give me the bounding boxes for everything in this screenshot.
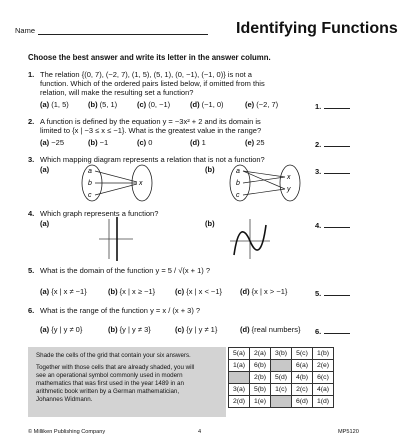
option: (a) {y | y ≠ 0} bbox=[40, 325, 83, 334]
grid-cell[interactable]: 2(c) bbox=[292, 384, 313, 396]
grid-cell[interactable]: 2(d) bbox=[229, 396, 250, 408]
footer-code: MP5120 bbox=[338, 429, 359, 435]
label-c: c bbox=[236, 192, 240, 199]
grid-cell[interactable]: 5(a) bbox=[229, 348, 250, 360]
question-text: A function is defined by the equation y = −3x² + 2 and its domain is bbox=[40, 117, 261, 126]
grid-cell[interactable]: 1(a) bbox=[229, 360, 250, 372]
footer-page-number: 4 bbox=[198, 429, 202, 435]
grid-cell[interactable]: 4(a) bbox=[313, 384, 334, 396]
label-c: c bbox=[88, 192, 92, 199]
shade-instructions-box bbox=[28, 347, 226, 417]
question-number: 4. bbox=[28, 209, 35, 218]
option: (e) 25 bbox=[245, 138, 265, 147]
label-b: b bbox=[88, 180, 92, 187]
option: (c) 0 bbox=[137, 138, 153, 147]
grid-cell[interactable]: 1(e) bbox=[250, 396, 271, 408]
answer-blank[interactable]: 1. bbox=[315, 100, 350, 112]
label-b: b bbox=[236, 180, 240, 187]
answer-blank[interactable]: 5. bbox=[315, 287, 350, 299]
question-text: function. Which of the ordered pairs listed below, if omitted from this bbox=[40, 79, 265, 88]
grid-cell[interactable]: 4(b) bbox=[292, 372, 313, 384]
option: (b) {x | x ≥ −1} bbox=[108, 287, 156, 296]
grid-cell[interactable]: 6(c) bbox=[313, 372, 334, 384]
instructions: Choose the best answer and write its letter in the answer column. bbox=[28, 53, 271, 62]
option-label: (a) bbox=[40, 219, 50, 228]
option: (c) {y | y ≠ 1} bbox=[175, 325, 218, 334]
label-x: x bbox=[139, 180, 143, 187]
label-x: x bbox=[287, 174, 291, 181]
option: (d) {x | x > −1} bbox=[240, 287, 288, 296]
graph-b bbox=[228, 217, 272, 261]
option: (d) (−1, 0) bbox=[190, 100, 224, 109]
grid-cell[interactable]: 2(a) bbox=[250, 348, 271, 360]
option: (a) {x | x ≠ −1} bbox=[40, 287, 87, 296]
grid-cell[interactable]: 5(d) bbox=[271, 372, 292, 384]
question-number: 3. bbox=[28, 155, 35, 164]
grid-cell[interactable]: 5(b) bbox=[250, 384, 271, 396]
option: (c) (0, −1) bbox=[137, 100, 171, 109]
name-field[interactable] bbox=[38, 34, 208, 35]
question-text: What is the range of the function y = x / (x + 3) ? bbox=[40, 306, 201, 315]
label-a: a bbox=[88, 168, 92, 175]
grid-cell[interactable]: 6(a) bbox=[292, 360, 313, 372]
option: (b) −1 bbox=[88, 138, 109, 147]
grid-cell[interactable]: 3(a) bbox=[229, 384, 250, 396]
label-a: a bbox=[236, 168, 240, 175]
question-number: 6. bbox=[28, 306, 35, 315]
grid-cell[interactable]: 1(b) bbox=[313, 348, 334, 360]
graph-a bbox=[95, 217, 135, 261]
name-label: Name bbox=[15, 26, 36, 35]
option: (b) (5, 1) bbox=[88, 100, 118, 109]
option: (b) {y | y ≠ 3} bbox=[108, 325, 151, 334]
grid-cell[interactable]: 6(d) bbox=[292, 396, 313, 408]
shade-text: see an operational symbol commonly used in modern bbox=[36, 372, 183, 379]
shade-text: Shade the cells of the grid that contain your six answers. bbox=[36, 352, 191, 359]
shade-text: mathematics that was first used in the year 1489 in an bbox=[36, 380, 184, 387]
option: (c) {x | x < −1} bbox=[175, 287, 222, 296]
grid-cell[interactable]: 3(b) bbox=[271, 348, 292, 360]
label-y: y bbox=[287, 186, 291, 193]
option: (a) −25 bbox=[40, 138, 64, 147]
page-title: Identifying Functions bbox=[236, 20, 398, 37]
grid-cell[interactable]: 2(b) bbox=[250, 372, 271, 384]
shade-text: arithmetic book written by a German mathematician, bbox=[36, 388, 180, 395]
mapping-diagram-a bbox=[80, 163, 160, 203]
question-text: limited to {x | −3 ≤ x ≤ −1}. What is the greatest value in the range? bbox=[40, 126, 262, 135]
mapping-diagram-b bbox=[228, 163, 308, 203]
question-text: The relation {(0, 7), (−2, 7), (1, 5), (5, 1), (0, −1), (−1, 0)} is not a bbox=[40, 70, 252, 79]
footer-copyright: © Milliken Publishing Company bbox=[28, 429, 106, 435]
shade-text: Together with those cells that are already shaded, you will bbox=[36, 364, 195, 371]
answer-blank[interactable]: 3. bbox=[315, 165, 350, 177]
question-number: 2. bbox=[28, 117, 35, 126]
grid-cell[interactable]: 5(c) bbox=[292, 348, 313, 360]
answer-blank[interactable]: 2. bbox=[315, 138, 350, 150]
answer-blank[interactable]: 4. bbox=[315, 219, 350, 231]
grid-cell[interactable]: 2(e) bbox=[313, 360, 334, 372]
question-text: relation, will make the resulting set a function? bbox=[40, 88, 194, 97]
question-text: Which graph represents a function? bbox=[40, 209, 159, 218]
grid-cell[interactable]: 1(d) bbox=[313, 396, 334, 408]
question-number: 1. bbox=[28, 70, 35, 79]
option-label: (b) bbox=[205, 165, 215, 174]
grid-cell[interactable]: 1(c) bbox=[271, 384, 292, 396]
option: (d) 1 bbox=[190, 138, 206, 147]
question-text: What is the domain of the function y = 5 / √(x + 1) ? bbox=[40, 266, 211, 275]
grid-cell-shaded bbox=[271, 396, 292, 408]
shade-text: Johannes Widmann. bbox=[36, 396, 93, 403]
answer-grid bbox=[228, 347, 334, 408]
option-label: (a) bbox=[40, 165, 50, 174]
option: (e) (−2, 7) bbox=[245, 100, 279, 109]
question-text: Which mapping diagram represents a relation that is not a function? bbox=[40, 155, 265, 164]
grid-cell[interactable]: 6(b) bbox=[250, 360, 271, 372]
option: (d) {real numbers} bbox=[240, 325, 301, 334]
option-label: (b) bbox=[205, 219, 215, 228]
question-number: 5. bbox=[28, 266, 35, 275]
grid-cell-shaded bbox=[271, 360, 292, 372]
answer-blank[interactable]: 6. bbox=[315, 325, 350, 337]
grid-cell-shaded bbox=[229, 372, 250, 384]
option: (a) (1, 5) bbox=[40, 100, 69, 109]
